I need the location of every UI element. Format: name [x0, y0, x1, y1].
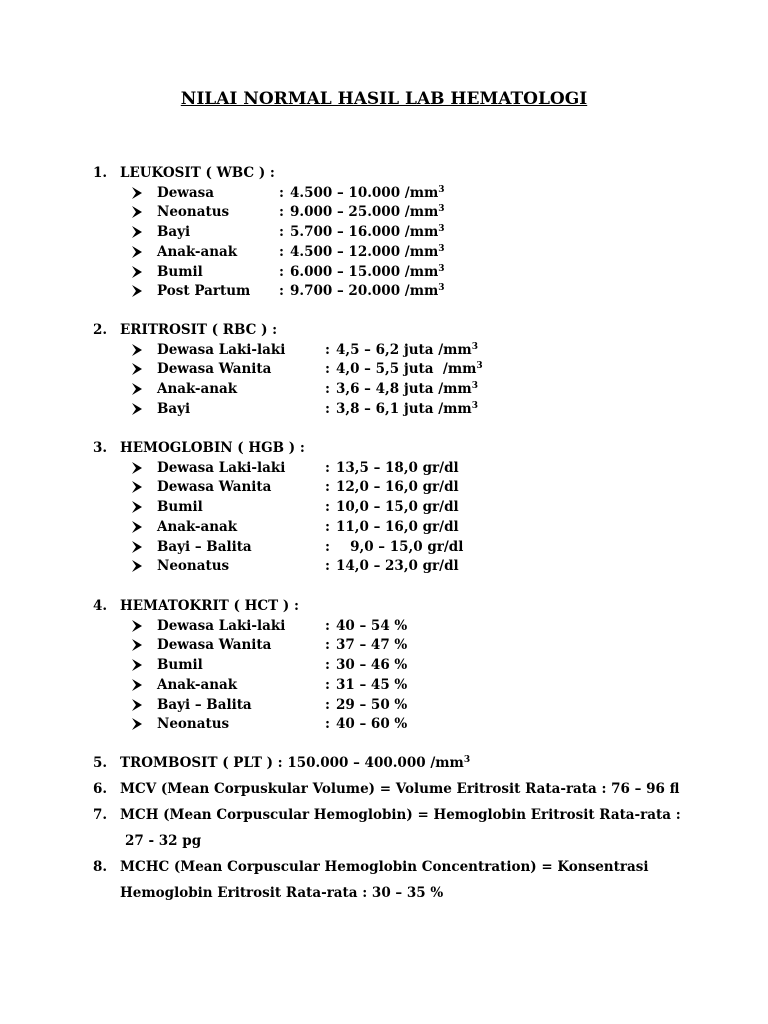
item-label: Bumil	[157, 263, 203, 280]
item-colon: :	[279, 283, 284, 300]
item-label: Dewasa	[157, 184, 215, 201]
item-colon: :	[279, 204, 284, 221]
item-label: Anak-anak	[157, 243, 238, 260]
item-label: Dewasa Laki-laki	[157, 341, 286, 358]
item-value: 4,0 – 5,5 juta $/mm^3$	[336, 361, 483, 378]
arrowhead-bullet-icon	[131, 363, 143, 375]
arrowhead-bullet-icon	[131, 344, 143, 356]
item-label: Anak-anak	[157, 518, 238, 535]
arrowhead-bullet-icon	[131, 187, 143, 199]
item-value: 6.000 – 15.000 $/mm^3$	[290, 263, 445, 280]
item-number: 7.	[93, 807, 108, 823]
item-value: 4,5 – 6,2 juta $/mm^3$	[336, 341, 478, 358]
item-value: 40 – 54 %	[336, 617, 408, 634]
item-value: 3,8 – 6,1 juta $/mm^3$	[336, 400, 478, 417]
item-label: Post Partum	[157, 283, 251, 300]
arrowhead-bullet-icon	[131, 521, 143, 533]
item-text-continuation: 27 - 32 pg	[125, 833, 202, 849]
item-colon: :	[325, 558, 330, 575]
item-label: Neonatus	[157, 204, 230, 221]
section-number: 3.	[93, 440, 108, 456]
item-colon: :	[279, 243, 284, 260]
item-colon: :	[325, 499, 330, 516]
page-title: NILAI NORMAL HASIL LAB HEMATOLOGI	[180, 89, 588, 109]
arrowhead-bullet-icon	[131, 620, 143, 632]
arrowhead-bullet-icon	[131, 639, 143, 651]
item-label: Bayi	[157, 224, 191, 241]
item-colon: :	[325, 479, 330, 496]
item-value: 4.500 – 12.000 $/mm^3$	[290, 243, 445, 260]
item-colon: :	[325, 676, 330, 693]
item-colon: :	[325, 538, 330, 555]
item-label: Bumil	[157, 499, 203, 516]
item-colon: :	[325, 400, 330, 417]
arrowhead-bullet-icon	[131, 226, 143, 238]
item-label: Dewasa Wanita	[157, 637, 272, 654]
section-number: 4.	[93, 598, 108, 614]
arrowhead-bullet-icon	[131, 659, 143, 671]
item-colon: :	[279, 263, 284, 280]
item-label: Dewasa Laki-laki	[157, 459, 286, 476]
item-colon: :	[325, 696, 330, 713]
item-value: 10,0 – 15,0 gr/dl	[336, 499, 459, 516]
section-number: 1.	[93, 165, 108, 181]
item-label: Neonatus	[157, 558, 230, 575]
item-text: TROMBOSIT ( PLT ) : 150.000 – 400.000 $/mm^3$	[120, 755, 471, 771]
item-label: Anak-anak	[157, 381, 238, 398]
item-text: MCV (Mean Corpuskular Volume) = Volume Eritrosit Rata-rata : 76 – 96 fl	[120, 781, 680, 797]
arrowhead-bullet-icon	[131, 541, 143, 553]
item-number: 8.	[93, 859, 108, 875]
item-number: 6.	[93, 781, 108, 797]
arrowhead-bullet-icon	[131, 266, 143, 278]
item-label: Dewasa Wanita	[157, 361, 272, 378]
arrowhead-bullet-icon	[131, 718, 143, 730]
arrowhead-bullet-icon	[131, 560, 143, 572]
item-text-continuation: Hemoglobin Eritrosit Rata-rata : 30 – 35 %	[120, 885, 444, 901]
item-colon: :	[325, 617, 330, 634]
item-label: Neonatus	[157, 716, 230, 733]
item-colon: :	[325, 518, 330, 535]
item-colon: :	[325, 637, 330, 654]
item-value: 12,0 – 16,0 gr/dl	[336, 479, 459, 496]
item-value: 9.700 – 20.000 $/mm^3$	[290, 283, 445, 300]
item-label: Anak-anak	[157, 676, 238, 693]
item-value: 30 – 46 %	[336, 657, 408, 674]
item-value: 9,0 – 15,0 gr/dl	[336, 538, 464, 555]
item-colon: :	[279, 184, 284, 201]
arrowhead-bullet-icon	[131, 679, 143, 691]
item-colon: :	[325, 341, 330, 358]
item-value: 31 – 45 %	[336, 676, 408, 693]
arrowhead-bullet-icon	[131, 481, 143, 493]
item-label: Bayi	[157, 400, 191, 417]
arrowhead-bullet-icon	[131, 699, 143, 711]
item-value: 14,0 – 23,0 gr/dl	[336, 558, 459, 575]
item-value: 3,6 – 4,8 juta $/mm^3$	[336, 381, 478, 398]
item-value: 9.000 – 25.000 $/mm^3$	[290, 204, 445, 221]
item-label: Bumil	[157, 657, 203, 674]
arrowhead-bullet-icon	[131, 285, 143, 297]
arrowhead-bullet-icon	[131, 403, 143, 415]
arrowhead-bullet-icon	[131, 501, 143, 513]
item-label: Dewasa Laki-laki	[157, 617, 286, 634]
item-colon: :	[325, 657, 330, 674]
section-number: 2.	[93, 322, 108, 338]
arrowhead-bullet-icon	[131, 462, 143, 474]
item-text: MCHC (Mean Corpuscular Hemoglobin Concentration) = Konsentrasi	[120, 859, 649, 875]
section-heading: ERITROSIT ( RBC ) :	[120, 322, 278, 338]
arrowhead-bullet-icon	[131, 246, 143, 258]
section-heading: HEMOGLOBIN ( HGB ) :	[120, 440, 305, 456]
item-value: 11,0 – 16,0 gr/dl	[336, 518, 459, 535]
item-colon: :	[325, 459, 330, 476]
item-value: 4.500 – 10.000 $/mm^3$	[290, 184, 445, 201]
item-colon: :	[325, 716, 330, 733]
item-text: MCH (Mean Corpuscular Hemoglobin) = Hemoglobin Eritrosit Rata-rata :	[120, 807, 681, 823]
item-number: 5.	[93, 755, 108, 771]
section-heading: HEMATOKRIT ( HCT ) :	[120, 598, 299, 614]
item-value: 37 – 47 %	[336, 637, 408, 654]
section-heading: LEUKOSIT ( WBC ) :	[120, 165, 275, 181]
item-colon: :	[325, 381, 330, 398]
item-label: Dewasa Wanita	[157, 479, 272, 496]
arrowhead-bullet-icon	[131, 383, 143, 395]
item-label: Bayi – Balita	[157, 696, 252, 713]
item-colon: :	[325, 361, 330, 378]
item-value: 40 – 60 %	[336, 716, 408, 733]
item-value: 5.700 – 16.000 $/mm^3$	[290, 224, 445, 241]
arrowhead-bullet-icon	[131, 206, 143, 218]
item-colon: :	[279, 224, 284, 241]
item-value: 13,5 – 18,0 gr/dl	[336, 459, 459, 476]
item-value: 29 – 50 %	[336, 696, 408, 713]
item-label: Bayi – Balita	[157, 538, 252, 555]
